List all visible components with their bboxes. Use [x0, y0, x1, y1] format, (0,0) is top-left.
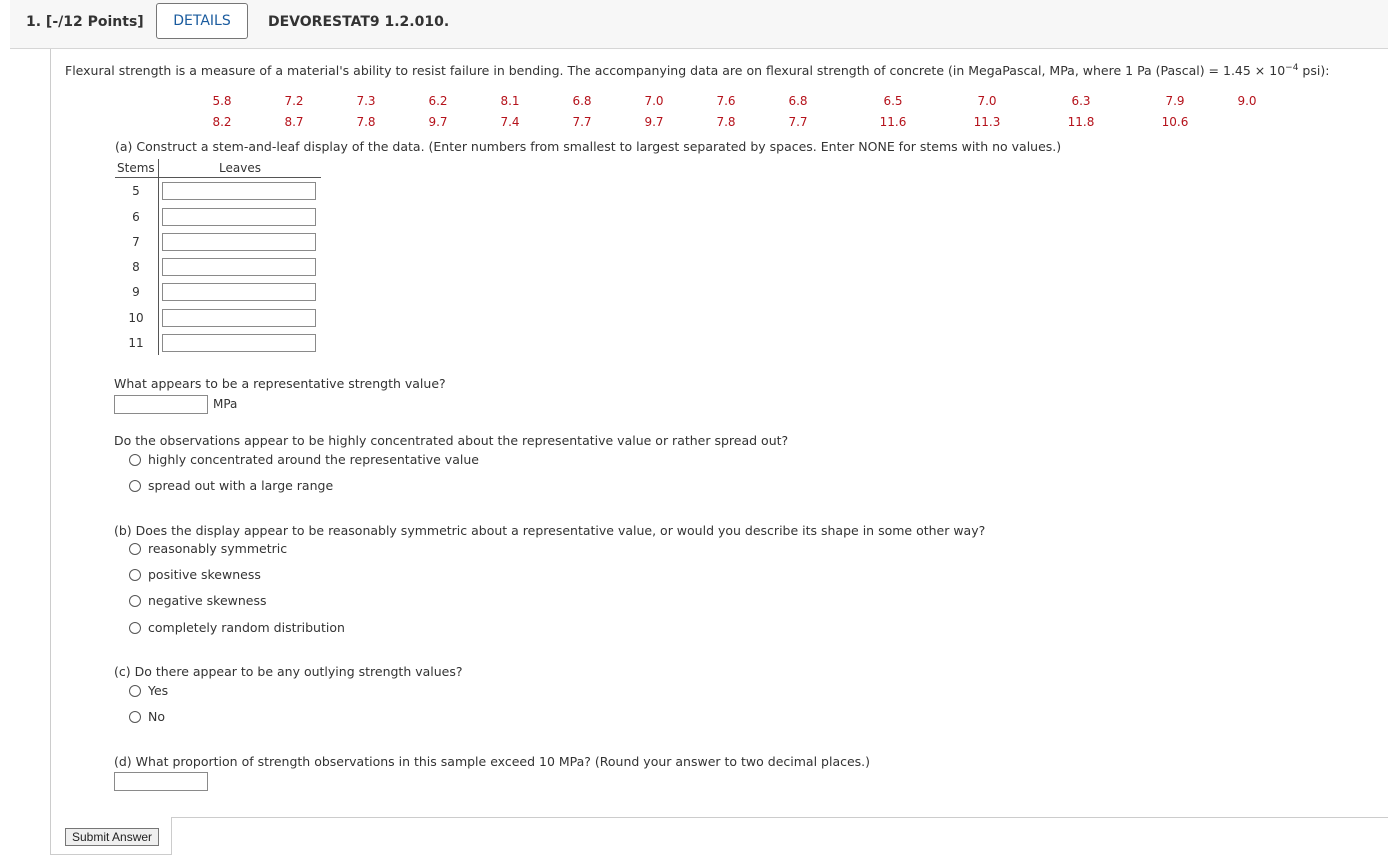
- data-value: 7.0: [644, 94, 664, 108]
- stem-label: 10: [128, 311, 144, 325]
- data-value: 5.8: [212, 94, 232, 108]
- data-value: 7.7: [788, 115, 808, 129]
- intro-main: Flexural strength is a measure of a material's ability to resist failure in bending. The accompanying data are on flexural strength of concrete (in MegaPascal, MPa, where 1 Pa (Pascal) = 1.45 × 10: [65, 63, 1286, 79]
- data-value: 7.6: [716, 94, 736, 108]
- radio-reasonably-symmetric[interactable]: [129, 541, 287, 556]
- question-body: [50, 49, 1388, 855]
- question-header: [10, 0, 1388, 49]
- data-value: 7.8: [716, 115, 736, 129]
- radio-label: positive skewness: [148, 567, 261, 582]
- leaves-input-7[interactable]: [162, 233, 316, 251]
- data-value: 11.8: [1067, 115, 1095, 129]
- data-value: 9.7: [428, 115, 448, 129]
- radio-label: No: [148, 709, 165, 724]
- radio-label: highly concentrated around the representative value: [148, 452, 479, 467]
- part-b-prompt: (b) Does the display appear to be reasonably symmetric about a representative value, or would you describe its shape in some other way?: [114, 523, 986, 538]
- radio-circle-icon[interactable]: [129, 595, 141, 607]
- radio-spread-out[interactable]: [129, 478, 333, 493]
- radio-circle-icon[interactable]: [129, 622, 141, 634]
- submit-answer-button[interactable]: Submit Answer: [65, 828, 159, 846]
- stem-label: 8: [132, 260, 140, 274]
- concentration-prompt: Do the observations appear to be highly concentrated about the representative value or rather spread out?: [114, 433, 789, 448]
- data-value: 7.3: [356, 94, 376, 108]
- data-value: 7.9: [1165, 94, 1185, 108]
- leaves-input-9[interactable]: [162, 283, 316, 301]
- part-d-prompt: (d) What proportion of strength observations in this sample exceed 10 MPa? (Round your answer to two decimal places.): [114, 754, 871, 769]
- submit-divider: [171, 817, 1388, 818]
- leaves-input-11[interactable]: [162, 334, 316, 352]
- stem-label: 9: [132, 285, 140, 299]
- data-value: 7.2: [284, 94, 304, 108]
- leaves-input-6[interactable]: [162, 208, 316, 226]
- radio-circle-icon[interactable]: [129, 454, 141, 466]
- question-number: 1. [-/12 Points]: [26, 14, 144, 30]
- leaves-header: Leaves: [219, 161, 261, 175]
- data-value: 7.7: [572, 115, 592, 129]
- stem-label: 5: [132, 184, 140, 198]
- leaves-input-5[interactable]: [162, 182, 316, 200]
- radio-highly-concentrated[interactable]: [129, 452, 479, 467]
- radio-no[interactable]: [129, 709, 165, 724]
- part-c-prompt: (c) Do there appear to be any outlying strength values?: [114, 664, 463, 679]
- leaves-input-8[interactable]: [162, 258, 316, 276]
- intro-text: [65, 63, 1329, 78]
- details-button[interactable]: DETAILS: [156, 3, 248, 39]
- leaves-input-10[interactable]: [162, 309, 316, 327]
- data-value: 7.8: [356, 115, 376, 129]
- stem-label: 11: [128, 336, 144, 350]
- radio-yes[interactable]: [129, 683, 168, 698]
- part-a-prompt: (a) Construct a stem-and-leaf display of the data. (Enter numbers from smallest to largest separated by spaces. Enter NONE for stems with no values.): [115, 139, 1062, 154]
- data-value: 6.2: [428, 94, 448, 108]
- data-value: 8.7: [284, 115, 304, 129]
- radio-label: negative skewness: [148, 593, 267, 608]
- proportion-input[interactable]: [114, 772, 208, 791]
- radio-circle-icon[interactable]: [129, 569, 141, 581]
- data-value: 11.6: [879, 115, 907, 129]
- data-value: 6.8: [572, 94, 592, 108]
- radio-label: reasonably symmetric: [148, 541, 288, 556]
- table-divider: [158, 159, 159, 355]
- data-value: 8.1: [500, 94, 520, 108]
- data-value: 11.3: [973, 115, 1001, 129]
- data-value: 8.2: [212, 115, 232, 129]
- submit-divider: [171, 817, 172, 855]
- stem-label: 6: [132, 210, 140, 224]
- data-value: 9.0: [1237, 94, 1257, 108]
- stems-header: Stems: [117, 161, 155, 175]
- radio-circle-icon[interactable]: [129, 480, 141, 492]
- radio-circle-icon[interactable]: [129, 543, 141, 555]
- representative-prompt: What appears to be a representative strength value?: [114, 376, 446, 391]
- radio-random-distribution[interactable]: [129, 620, 345, 635]
- assignment-code: DEVORESTAT9 1.2.010.: [268, 14, 450, 30]
- intro-tail: psi):: [1298, 63, 1330, 79]
- unit-label: MPa: [213, 397, 238, 411]
- stem-label: 7: [132, 235, 140, 249]
- radio-circle-icon[interactable]: [129, 711, 141, 723]
- data-value: 7.0: [977, 94, 997, 108]
- radio-label: spread out with a large range: [148, 478, 334, 493]
- intro-exponent: −4: [1285, 63, 1299, 73]
- radio-label: Yes: [148, 683, 169, 698]
- data-value: 6.8: [788, 94, 808, 108]
- body-bottom-border: [51, 854, 171, 855]
- data-value: 10.6: [1161, 115, 1189, 129]
- data-value: 6.5: [883, 94, 903, 108]
- representative-value-input[interactable]: [114, 395, 208, 414]
- radio-negative-skewness[interactable]: [129, 593, 267, 608]
- data-value: 7.4: [500, 115, 520, 129]
- radio-positive-skewness[interactable]: [129, 567, 261, 582]
- table-divider: [115, 177, 321, 178]
- data-value: 6.3: [1071, 94, 1091, 108]
- radio-circle-icon[interactable]: [129, 685, 141, 697]
- data-value: 9.7: [644, 115, 664, 129]
- radio-label: completely random distribution: [148, 620, 345, 635]
